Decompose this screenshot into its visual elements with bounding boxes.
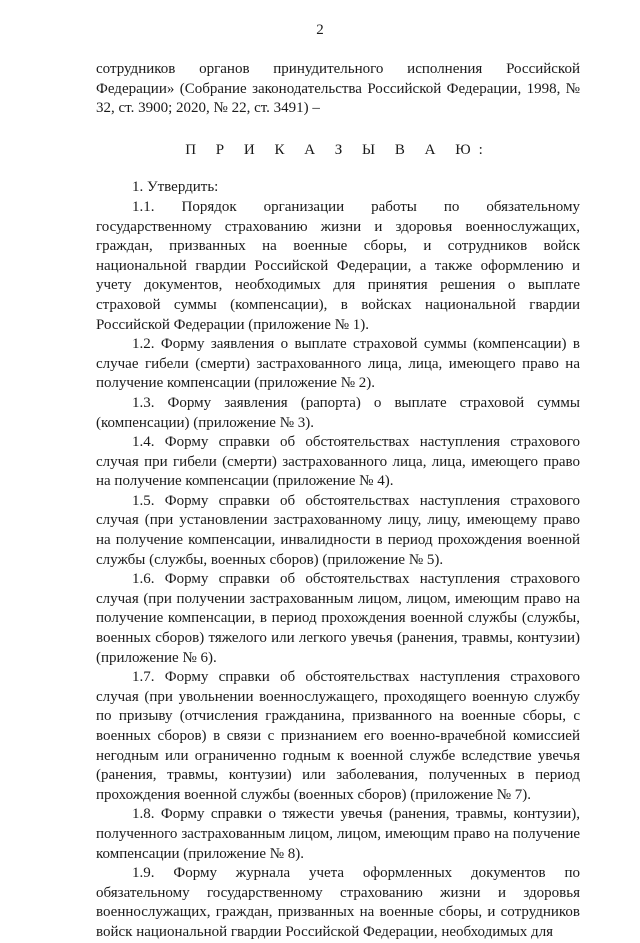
page-number: 2 <box>316 22 324 38</box>
order-item: 1.3. Форму заявления (рапорта) о выплате страховой суммы (компенсации) (приложение № 3). <box>96 394 580 431</box>
order-item: 1.2. Форму заявления о выплате страховой суммы (компенсации) в случае гибели (смерти) застрахованного лица, лица, имеющего право на получение компенсации (приложение № 2). <box>96 336 580 392</box>
intro-paragraph: сотрудников органов принудительного исполнения Российской Федерации» (Собрание законодательства Российской Федерации, 1998, № 32, ст. 3900; 2020, № 22, ст. 3491) – <box>96 61 580 117</box>
order-item: 1.8. Форму справки о тяжести увечья (ранения, травмы, контузии), полученного застрахованным лицом, лицом, имеющим право на получение компенсации (приложение № 8). <box>96 806 580 862</box>
order-item: 1.5. Форму справки об обстоятельствах наступления страхового случая (при установлении застрахованному лицу, лицу, имеющему право на получение компенсации, инвалидности в период прохождения военной службы (службы, военных сборов) (приложение № 5). <box>96 492 580 568</box>
order-item: 1.7. Форму справки об обстоятельствах наступления страхового случая (при увольнении военнослужащего, проходящего военную службу по призыву (отчисления гражданина, призванного на военные сборы, с военных сборов) в связи с признанием его военно-врачебной комиссией негодным или ограниченно годным к военной службе вследствие увечья (ранения, травмы, контузии) или заболевания, полученных в период прохождения военной службы (военных сборов) (приложение № 7). <box>96 669 580 803</box>
order-items <box>96 178 580 942</box>
order-item: 1.6. Форму справки об обстоятельствах наступления страхового случая (при получении застрахованным лицом, лицом, имеющим право на получение компенсации, в период прохождения военной службы (службы, военных сборов) тяжелого или легкого увечья (ранения, травмы, контузии) (приложение № 6). <box>96 571 580 666</box>
order-item: 1.4. Форму справки об обстоятельствах наступления страхового случая при гибели (смерти) застрахованного лица, лица, имеющего право на получение компенсации (приложение № 4). <box>96 434 580 490</box>
order-heading: П Р И К А З Ы В А Ю: <box>185 141 491 158</box>
order-item: 1. Утвердить: <box>132 179 219 196</box>
document-body <box>96 60 580 943</box>
order-item: 1.9. Форму журнала учета оформленных документов по обязательному государственному страхованию жизни и здоровья военнослужащих, граждан, призванных на военные сборы, и сотрудников войск национальной гвардии Российской Федерации, необходимых для <box>96 865 580 940</box>
order-item: 1.1. Порядок организации работы по обязательному государственному страхованию жизни и здоровья военнослужащих, граждан, призванных на военные сборы, и сотрудников войск национальной гвардии Российской Федерации, а также оформлению и учету документов, необходимых для принятия решения о выплате страховой суммы (компенсации), в войсках национальной гвардии Российской Федерации (приложение № 1). <box>96 198 580 333</box>
